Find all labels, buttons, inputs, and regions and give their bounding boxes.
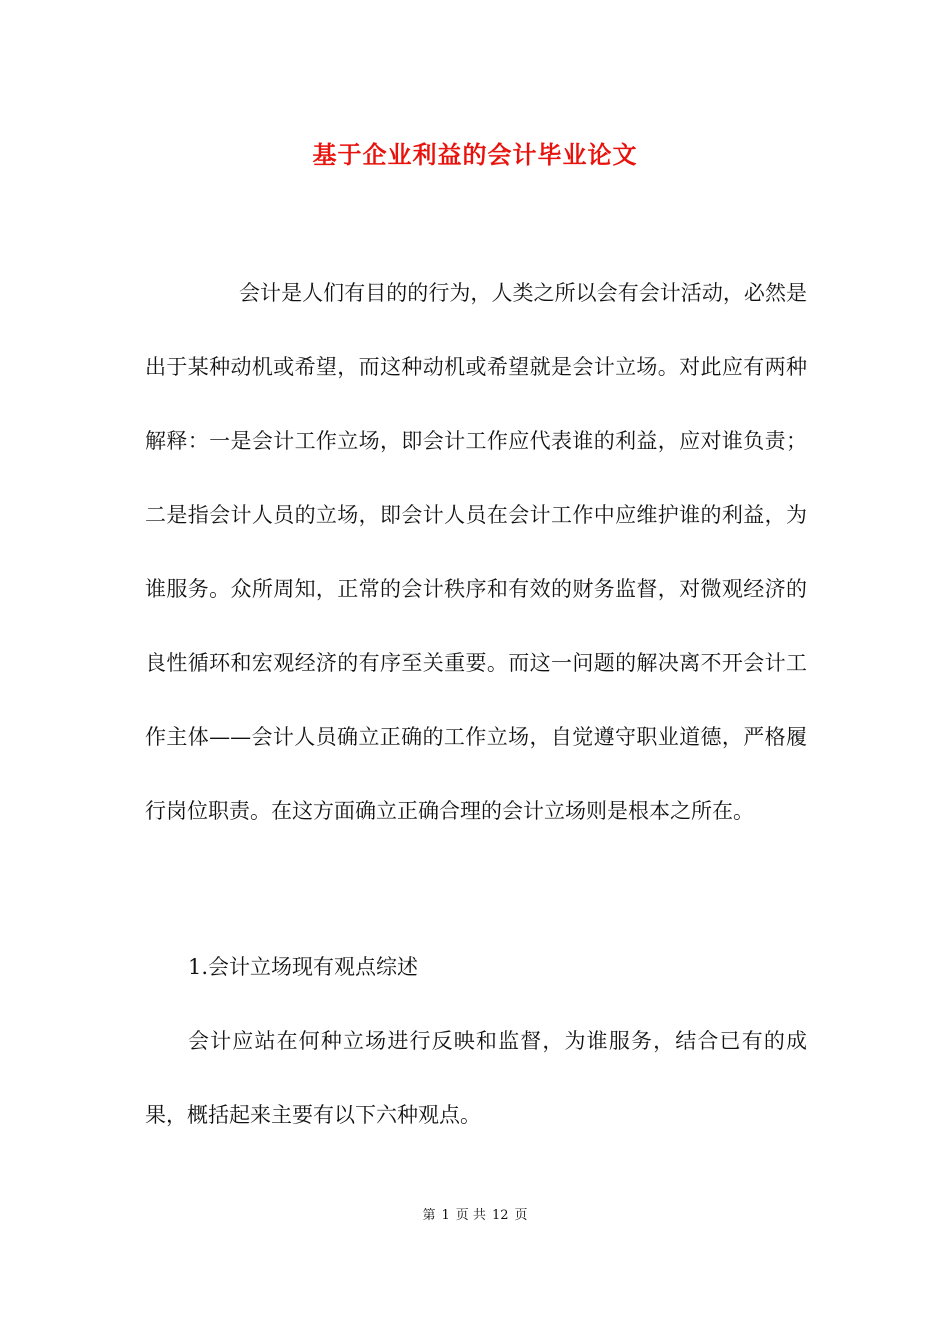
- footer-label-pages: 页: [514, 1208, 528, 1223]
- section-heading: 1.会计立场现有观点综述: [188, 955, 419, 979]
- page-footer: [0, 1206, 950, 1226]
- footer-current-page: 1: [441, 1208, 450, 1223]
- paragraph-overview: 会计应站在何种立场进行反映和监督，为谁服务，结合已有的成果，概括起来主要有以下六种观点。: [145, 1029, 807, 1127]
- footer-label-page: 第: [422, 1208, 436, 1223]
- footer-label-of: 页 共: [455, 1208, 486, 1223]
- paragraph-intro: 会计是人们有目的的行为，人类之所以会有会计活动，必然是出于某种动机或希望，而这种动机或希望就是会计立场。对此应有两种解释：一是会计工作立场，即会计工作应代表谁的利益，应对谁负责；二是指会计人员的立场，即会计人员在会计工作中应维护谁的利益，为谁服务。众所周知，正常的会计秩序和有效的财务监督，对微观经济的良性循环和宏观经济的有序至关重要。而这一问题的解决离不开会计工作主体——会计人员确立正确的工作立场，自觉遵守职业道德，严格履行岗位职责。在这方面确立正确合理的会计立场则是根本之所在。: [145, 281, 807, 823]
- document-title: 基于企业利益的会计毕业论文: [312, 140, 638, 169]
- footer-total-pages: 12: [491, 1208, 509, 1223]
